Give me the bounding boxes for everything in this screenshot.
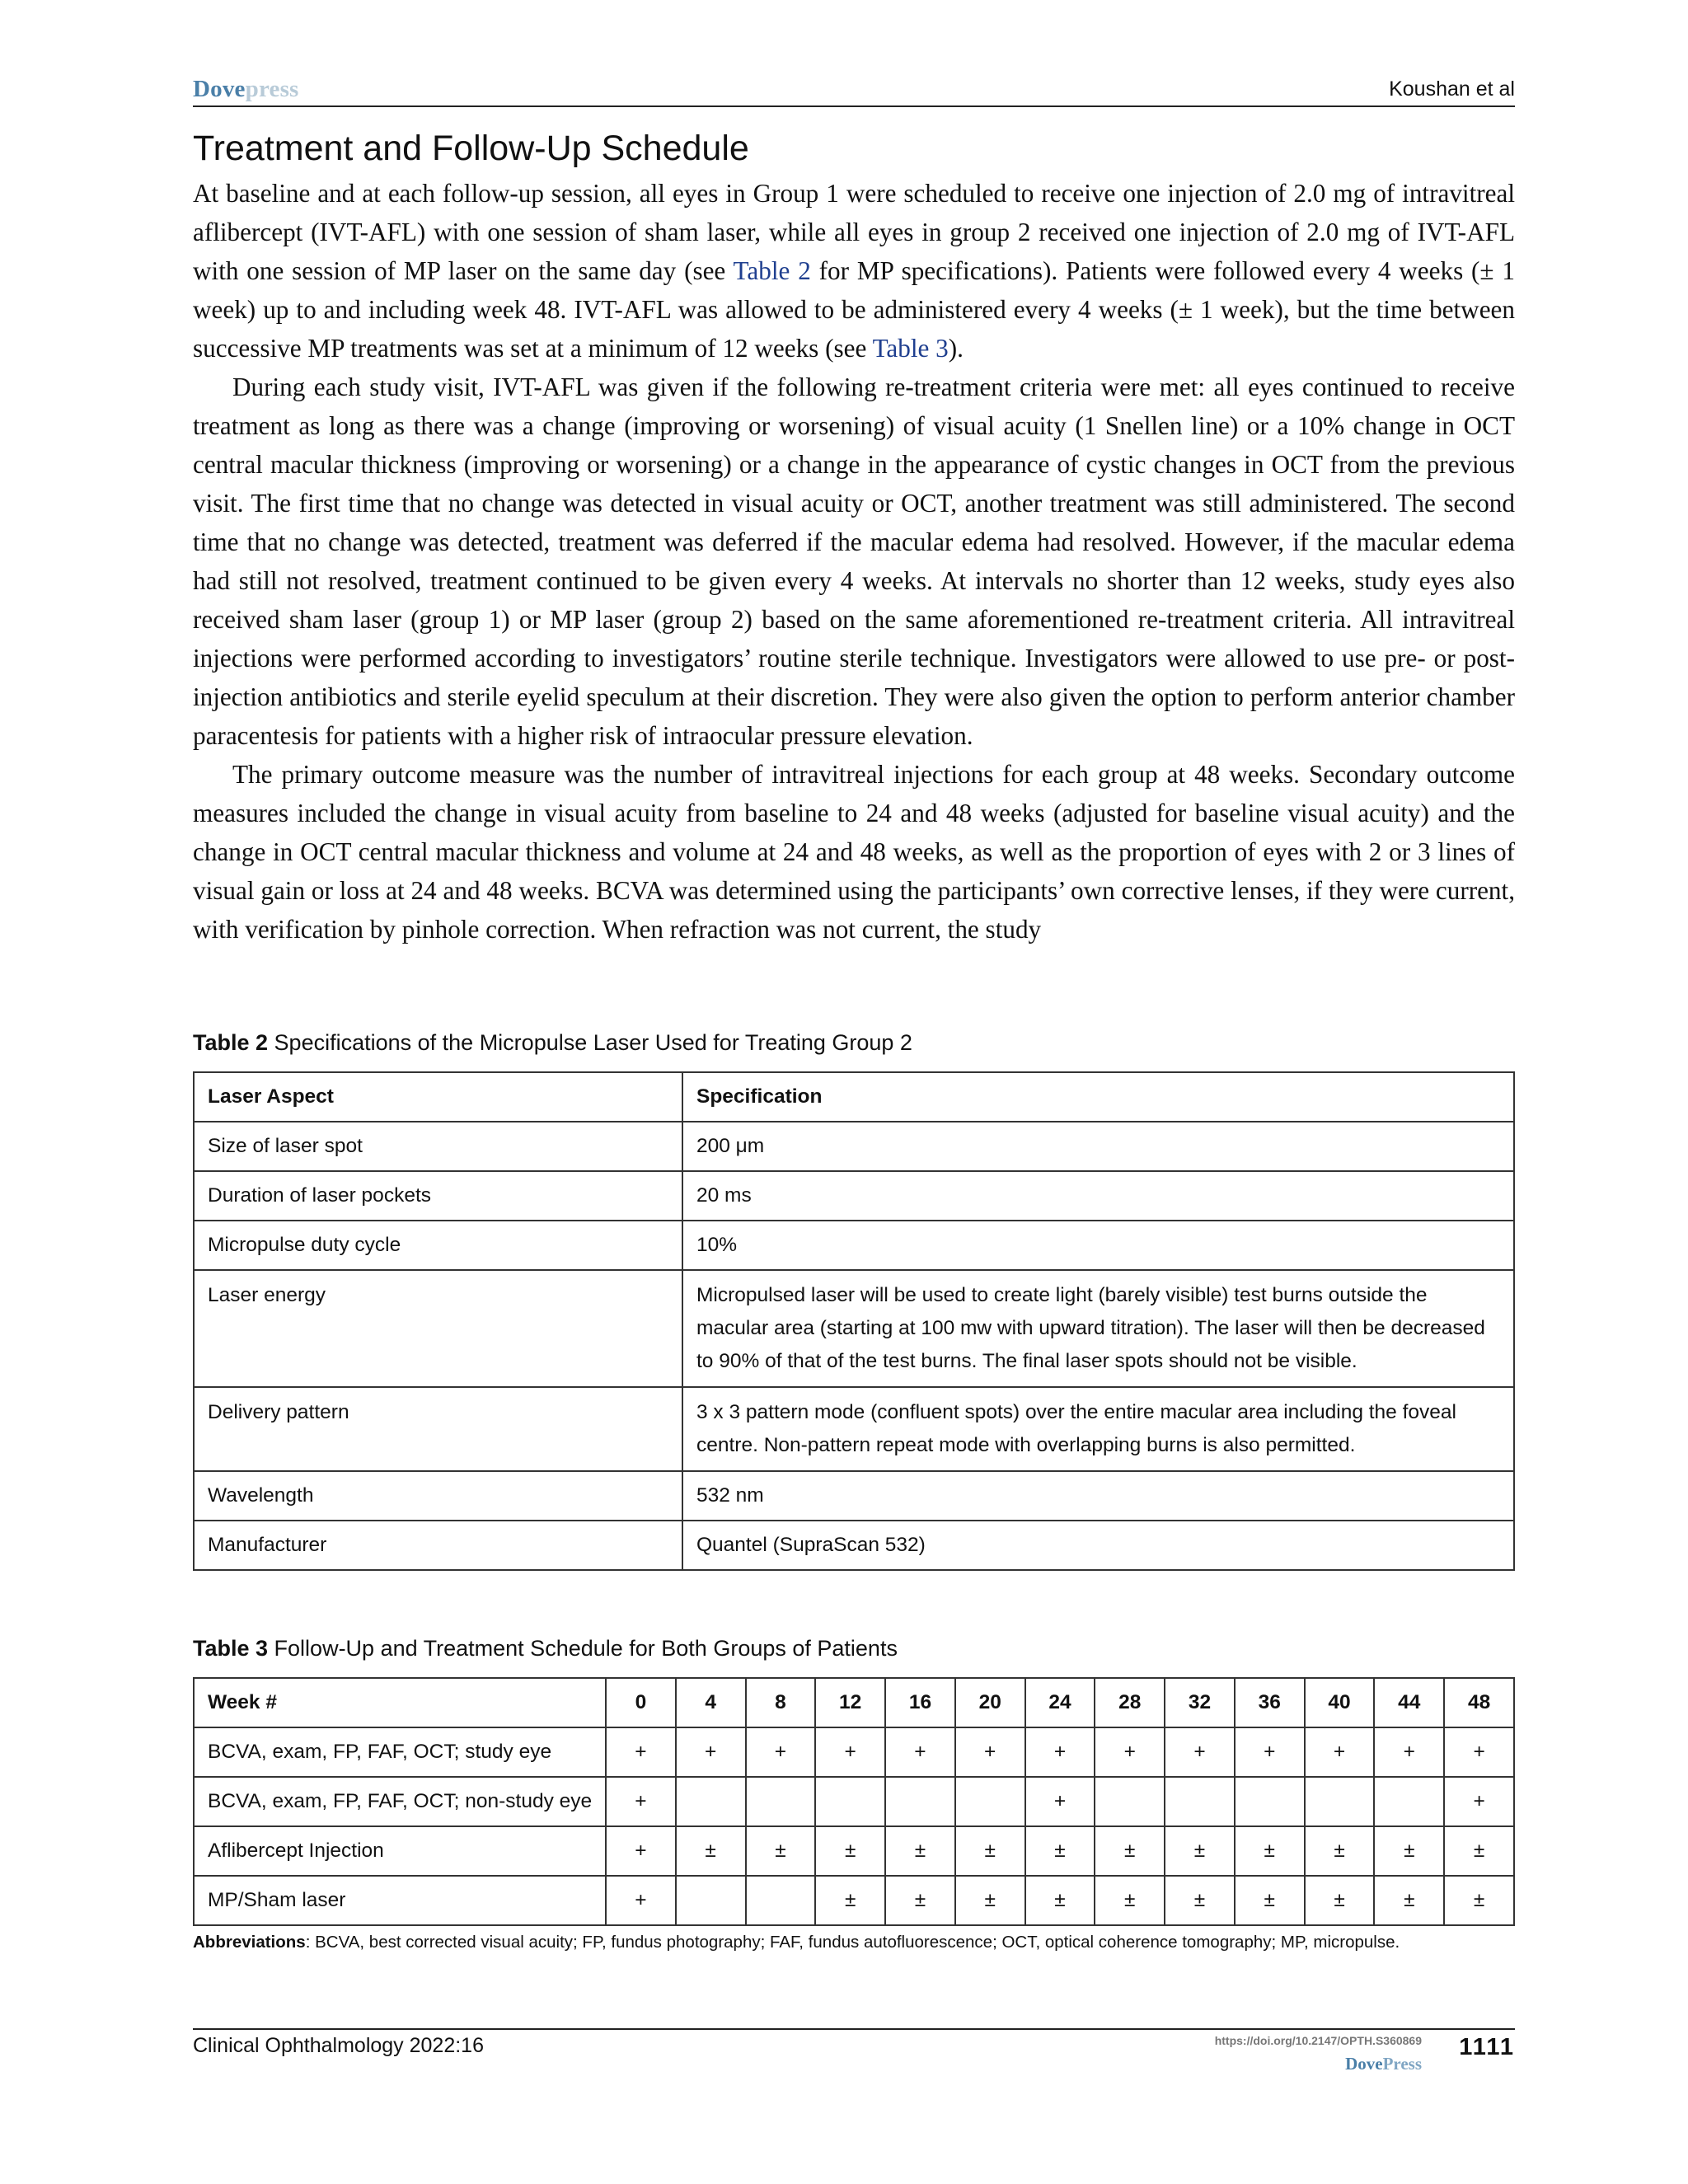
table-3-header-cell: 16 [885, 1678, 955, 1727]
page-header [193, 73, 1515, 109]
table-cell: ± [1444, 1876, 1514, 1925]
abbreviations-label: Abbreviations [193, 1933, 306, 1952]
table-cell: ± [885, 1876, 955, 1925]
table-row [194, 1387, 1514, 1471]
table-cell: + [955, 1727, 1025, 1777]
table-cell: ± [1235, 1826, 1305, 1876]
table-cell: ± [1095, 1876, 1165, 1925]
table-cell [1095, 1777, 1165, 1826]
table-cell: Size of laser spot [194, 1122, 682, 1171]
table-row [194, 1521, 1514, 1570]
paragraph-1-text-c: ). [948, 334, 964, 363]
table-cell: ± [955, 1876, 1025, 1925]
paragraph-1-text-a: At baseline and at each follow-up session, all eyes in Group 1 were scheduled to receive one injection of 2.0 mg of intravitreal aflibercept (IVT-AFL) with one session of sham laser, while all eyes in group 2 received one injection of 2.0 mg of IVT-AFL with one session of MP laser on the same day (see [193, 179, 1515, 285]
table-cell: 532 nm [682, 1471, 1514, 1521]
table-3-header-cell: 8 [746, 1678, 816, 1727]
table-3-header-cell: 12 [815, 1678, 885, 1727]
table-cell [1235, 1777, 1305, 1826]
table-row [194, 1122, 1514, 1171]
table-cell: + [815, 1727, 885, 1777]
table-cell: + [1025, 1777, 1095, 1826]
table-row [194, 1727, 1514, 1777]
table-3-label: Table 3 [193, 1636, 269, 1661]
table-cell: ± [1444, 1826, 1514, 1876]
table-3-header-cell: 24 [1025, 1678, 1095, 1727]
table-2-title: Specifications of the Micropulse Laser Used for Treating Group 2 [268, 1030, 912, 1055]
table-cell: ± [1305, 1826, 1375, 1876]
table-cell: Duration of laser pockets [194, 1171, 682, 1221]
table-2-header-cell: Laser Aspect [194, 1072, 682, 1122]
table-cell: + [606, 1876, 676, 1925]
table-cell: + [1095, 1727, 1165, 1777]
table-cell: + [606, 1826, 676, 1876]
table-cell [1374, 1777, 1444, 1826]
table-row [194, 1221, 1514, 1270]
table-2-link[interactable]: Table 2 [733, 256, 811, 285]
table-cell: + [1165, 1727, 1235, 1777]
table-row [194, 1471, 1514, 1521]
table-3-header-cell: 36 [1235, 1678, 1305, 1727]
section-heading: Treatment and Follow-Up Schedule [193, 129, 749, 168]
table-cell: Micropulse duty cycle [194, 1221, 682, 1270]
table-row [194, 1270, 1514, 1387]
table-row [194, 1876, 1514, 1925]
table-cell: + [1025, 1727, 1095, 1777]
table-cell [746, 1876, 816, 1925]
footer-doi-link[interactable]: https://doi.org/10.2147/OPTH.S360869 [1214, 2034, 1422, 2047]
table-cell: 20 ms [682, 1171, 1514, 1221]
table-2-header-row [194, 1072, 1514, 1122]
table-cell: Quantel (SupraScan 532) [682, 1521, 1514, 1570]
footer-logo-press: Press [1382, 2054, 1422, 2074]
abbreviations-text: : BCVA, best corrected visual acuity; FP, fundus photography; FAF, fundus autofluorescence; OCT, optical coherence tomography; MP, micropulse. [305, 1933, 1400, 1952]
table-cell: ± [1165, 1876, 1235, 1925]
table-3-header-cell: 32 [1165, 1678, 1235, 1727]
footer-dovepress-logo[interactable] [1345, 2054, 1422, 2074]
table-cell: BCVA, exam, FP, FAF, OCT; study eye [194, 1727, 606, 1777]
table-cell: + [1305, 1727, 1375, 1777]
table-cell: 10% [682, 1221, 1514, 1270]
table-cell [1165, 1777, 1235, 1826]
table-cell: Manufacturer [194, 1521, 682, 1570]
table-cell: ± [1374, 1876, 1444, 1925]
table-3-header-row [194, 1678, 1514, 1727]
table-cell [746, 1777, 816, 1826]
logo-dove: Dove [193, 76, 246, 102]
table-cell: + [746, 1727, 816, 1777]
table-cell: ± [746, 1826, 816, 1876]
table-cell: ± [815, 1826, 885, 1876]
table-cell: ± [1025, 1876, 1095, 1925]
footer-logo-dove: Dove [1345, 2054, 1383, 2074]
table-cell: Laser energy [194, 1270, 682, 1387]
table-2-label: Table 2 [193, 1030, 269, 1055]
table-3-title: Follow-Up and Treatment Schedule for Both Groups of Patients [268, 1636, 898, 1661]
logo-press: press [245, 76, 299, 102]
table-cell: + [606, 1727, 676, 1777]
table-cell [1305, 1777, 1375, 1826]
table-cell: + [676, 1727, 746, 1777]
table-cell: + [1374, 1727, 1444, 1777]
table-row [194, 1826, 1514, 1876]
table-cell: 3 x 3 pattern mode (confluent spots) over the entire macular area including the foveal centre. Non-pattern repeat mode with overlapping burns is also permitted. [682, 1387, 1514, 1471]
table-cell: 200 μm [682, 1122, 1514, 1171]
table-cell: ± [1025, 1826, 1095, 1876]
table-cell: ± [1374, 1826, 1444, 1876]
table-2-header-cell: Specification [682, 1072, 1514, 1122]
table-3-header-cell: 48 [1444, 1678, 1514, 1727]
page-number: 1111 [1459, 2034, 1515, 2060]
table-cell [885, 1777, 955, 1826]
table-cell [676, 1777, 746, 1826]
running-authors: Koushan et al [1389, 77, 1515, 101]
paragraph-1-text-b: for MP specifications). Patients were followed every 4 weeks (± 1 week) up to and including week 48. IVT-AFL was allowed to be administered every 4 weeks (± 1 week), but the time between successive MP treatments was set at a minimum of 12 weeks (see [193, 256, 1515, 363]
table-3-header-cell: 0 [606, 1678, 676, 1727]
table-cell: MP/Sham laser [194, 1876, 606, 1925]
table-cell [815, 1777, 885, 1826]
table-cell: ± [1165, 1826, 1235, 1876]
footer-divider [193, 2028, 1515, 2030]
table-3-header-cell: 40 [1305, 1678, 1375, 1727]
dovepress-logo[interactable] [193, 76, 299, 103]
paragraph-2: During each study visit, IVT-AFL was given if the following re-treatment criteria were met: all eyes continued to receive treatment as long as there was a change (improving or worsening) of visual acuity (1 Snellen line) or a 10% change in OCT central macular thickness (improving or worsening) or a change in the appearance of cystic changes in OCT from the previous visit. The first time that no change was detected in visual acuity or OCT, another treatment was still administered. The second time that no change was detected, treatment was deferred if the macular edema had resolved. However, if the macular edema had still not resolved, treatment continued to be given every 4 weeks. At intervals no shorter than 12 weeks, study eyes also received sham laser (group 1) or MP laser (group 2) based on the same aforementioned re-treatment criteria. All intravitreal injections were performed according to investigators’ routine sterile technique. Investigators were allowed to use pre- or post-injection antibiotics and sterile eyelid speculum at their discretion. They were also given the option to perform anterior chamber paracentesis for patients with a higher risk of intraocular pressure elevation. [193, 373, 1515, 750]
table-cell: ± [885, 1826, 955, 1876]
table-row [194, 1171, 1514, 1221]
table-cell: ± [955, 1826, 1025, 1876]
table-cell: ± [1305, 1876, 1375, 1925]
table-cell: ± [676, 1826, 746, 1876]
paragraph-1 [193, 174, 1515, 368]
header-divider [193, 105, 1515, 107]
table-3-abbreviations [193, 1933, 1400, 1952]
table-2 [193, 1071, 1515, 1571]
table-3 [193, 1677, 1515, 1926]
table-cell: Wavelength [194, 1471, 682, 1521]
table-cell [955, 1777, 1025, 1826]
table-cell: ± [1235, 1876, 1305, 1925]
body-text [193, 174, 1515, 949]
table-cell: BCVA, exam, FP, FAF, OCT; non-study eye [194, 1777, 606, 1826]
table-cell: + [1235, 1727, 1305, 1777]
table-cell: + [1444, 1777, 1514, 1826]
table-2-caption [193, 1030, 912, 1056]
table-3-header-cell: 28 [1095, 1678, 1165, 1727]
table-cell: + [1444, 1727, 1514, 1777]
table-cell: ± [1095, 1826, 1165, 1876]
table-cell: ± [815, 1876, 885, 1925]
table-cell: + [885, 1727, 955, 1777]
table-cell: Aflibercept Injection [194, 1826, 606, 1876]
table-3-header-cell: 4 [676, 1678, 746, 1727]
table-3-header-cell: 20 [955, 1678, 1025, 1727]
table-cell: Delivery pattern [194, 1387, 682, 1471]
table-3-header-cell: Week # [194, 1678, 606, 1727]
table-3-caption [193, 1636, 898, 1661]
table-row [194, 1777, 1514, 1826]
table-3-header-cell: 44 [1374, 1678, 1444, 1727]
table-cell: + [606, 1777, 676, 1826]
table-cell [676, 1876, 746, 1925]
footer-journal: Clinical Ophthalmology 2022:16 [193, 2034, 484, 2057]
paragraph-3: The primary outcome measure was the number of intravitreal injections for each group at 48 weeks. Secondary outcome measures included the change in visual acuity from baseline to 24 and 48 weeks (adjusted for baseline visual acuity) and the change in OCT central macular thickness and volume at 24 and 48 weeks, as well as the proportion of eyes with 2 or 3 lines of visual gain or loss at 24 and 48 weeks. BCVA was determined using the participants’ own corrective lenses, if they were current, with verification by pinhole correction. When refraction was not current, the study [193, 760, 1515, 944]
table-3-link[interactable]: Table 3 [872, 334, 949, 363]
table-cell: Micropulsed laser will be used to create light (barely visible) test burns outside the macular area (starting at 100 mw with upward titration). The laser will then be decreased to 90% of that of the test burns. The final laser spots should not be visible. [682, 1270, 1514, 1387]
